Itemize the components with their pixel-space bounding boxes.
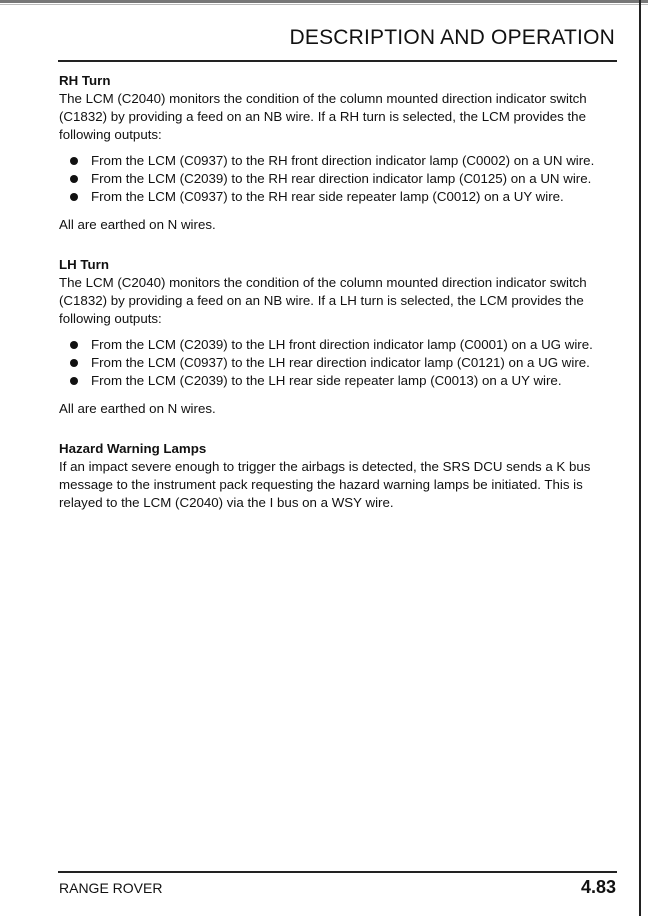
bullet-icon (70, 359, 78, 367)
bullet-icon (70, 377, 78, 385)
closing-note: All are earthed on N wires. (59, 217, 216, 232)
right-border (639, 0, 641, 916)
section-paragraph: The LCM (C2040) monitors the condition of the column mounted direction indicator switch (C1832) by providing a feed on an NB wire. If a RH turn is selected, the LCM provides the following outputs: (59, 91, 587, 142)
top-border-shadow (0, 4, 648, 5)
page-title: DESCRIPTION AND OPERATION (289, 26, 615, 49)
top-border (0, 0, 648, 3)
bullet-icon (70, 175, 78, 183)
section-heading: Hazard Warning Lamps (59, 441, 207, 456)
section-rh-turn (59, 72, 624, 234)
list-item: From the LCM (C2039) to the LH front direction indicator lamp (C0001) on a UG wire. (59, 336, 624, 354)
list-item: From the LCM (C2039) to the RH rear direction indicator lamp (C0125) on a UN wire. (59, 170, 624, 188)
section-hazard-warning-lamps (59, 440, 624, 512)
bullet-icon (70, 157, 78, 165)
closing-note: All are earthed on N wires. (59, 401, 216, 416)
section-paragraph: The LCM (C2040) monitors the condition of the column mounted direction indicator switch (C1832) by providing a feed on an NB wire. If a LH turn is selected, the LCM provides the following outputs: (59, 275, 587, 326)
footer-vehicle-name: RANGE ROVER (59, 880, 163, 896)
section-heading: LH Turn (59, 257, 109, 272)
bullet-icon (70, 193, 78, 201)
page-content (59, 72, 624, 512)
header-divider (58, 60, 617, 62)
page-number: 4.83 (580, 877, 616, 897)
list-item: From the LCM (C0937) to the RH front direction indicator lamp (C0002) on a UN wire. (59, 152, 624, 170)
section-paragraph: If an impact severe enough to trigger the airbags is detected, the SRS DCU sends a K bus message to the instrument pack requesting the hazard warning lamps be initiated. This is relayed to the LCM (C2040) via the I bus on a WSY wire. (59, 459, 591, 510)
list-item: From the LCM (C0937) to the RH rear side repeater lamp (C0012) on a UY wire. (59, 188, 624, 206)
section-heading: RH Turn (59, 73, 111, 88)
list-item: From the LCM (C0937) to the LH rear direction indicator lamp (C0121) on a UG wire. (59, 354, 624, 372)
footer-divider (58, 871, 617, 873)
bullet-icon (70, 341, 78, 349)
list-item: From the LCM (C2039) to the LH rear side repeater lamp (C0013) on a UY wire. (59, 372, 624, 390)
bullet-list (59, 152, 624, 206)
section-lh-turn (59, 256, 624, 418)
bullet-list (59, 336, 624, 390)
